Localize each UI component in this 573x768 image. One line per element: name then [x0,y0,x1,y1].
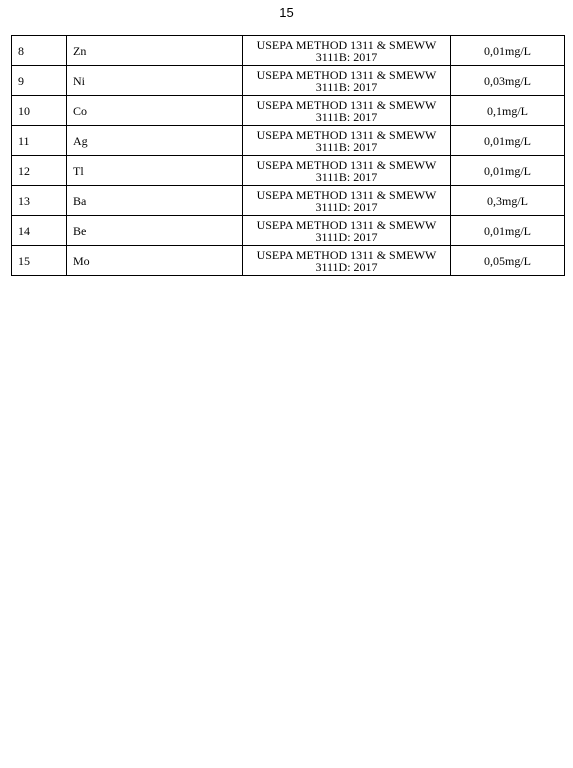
method-line-2: 3111D: 2017 [315,229,378,244]
detection-limit-cell: 0,05mg/L [451,246,565,276]
element-cell: Ni [67,66,243,96]
method-line-2: 3111D: 2017 [315,199,378,214]
method-line-2: 3111D: 2017 [315,259,378,274]
table-row [12,36,565,66]
method-line-2: 3111B: 2017 [315,139,378,154]
method-cell [243,186,451,216]
method-line-1: USEPA METHOD 1311 & SMEWW [256,97,437,112]
method-line-2: 3111B: 2017 [315,79,378,94]
method-line-2: 3111B: 2017 [315,109,378,124]
element-cell: Ag [67,126,243,156]
method-cell [243,96,451,126]
method-line-1: USEPA METHOD 1311 & SMEWW [256,247,437,262]
row-number-cell: 10 [12,96,67,126]
detection-limit-cell: 0,03mg/L [451,66,565,96]
method-cell [243,126,451,156]
detection-limit-cell: 0,01mg/L [451,36,565,66]
table-row [12,96,565,126]
method-line-1: USEPA METHOD 1311 & SMEWW [256,217,437,232]
detection-limit-cell: 0,01mg/L [451,126,565,156]
method-line-2: 3111B: 2017 [315,169,378,184]
detection-limit-cell: 0,01mg/L [451,216,565,246]
table-row [12,156,565,186]
row-number-cell: 8 [12,36,67,66]
method-cell [243,66,451,96]
element-cell: Mo [67,246,243,276]
method-line-1: USEPA METHOD 1311 & SMEWW [256,157,437,172]
table-row [12,126,565,156]
method-line-2: 3111B: 2017 [315,49,378,64]
element-cell: Be [67,216,243,246]
element-cell: Tl [67,156,243,186]
table-row [12,66,565,96]
table-row [12,186,565,216]
detection-limit-cell: 0,3mg/L [451,186,565,216]
method-cell [243,36,451,66]
element-cell: Zn [67,36,243,66]
table-row [12,246,565,276]
method-cell [243,216,451,246]
element-cell: Co [67,96,243,126]
element-cell: Ba [67,186,243,216]
row-number-cell: 9 [12,66,67,96]
analysis-methods-table [11,35,565,276]
detection-limit-cell: 0,01mg/L [451,156,565,186]
row-number-cell: 14 [12,216,67,246]
method-line-1: USEPA METHOD 1311 & SMEWW [256,37,437,52]
method-line-1: USEPA METHOD 1311 & SMEWW [256,127,437,142]
table-row [12,216,565,246]
method-cell [243,156,451,186]
row-number-cell: 13 [12,186,67,216]
detection-limit-cell: 0,1mg/L [451,96,565,126]
row-number-cell: 12 [12,156,67,186]
method-cell [243,246,451,276]
page-number: 15 [279,5,294,20]
method-line-1: USEPA METHOD 1311 & SMEWW [256,67,437,82]
method-line-1: USEPA METHOD 1311 & SMEWW [256,187,437,202]
table-body [12,36,565,276]
row-number-cell: 11 [12,126,67,156]
row-number-cell: 15 [12,246,67,276]
